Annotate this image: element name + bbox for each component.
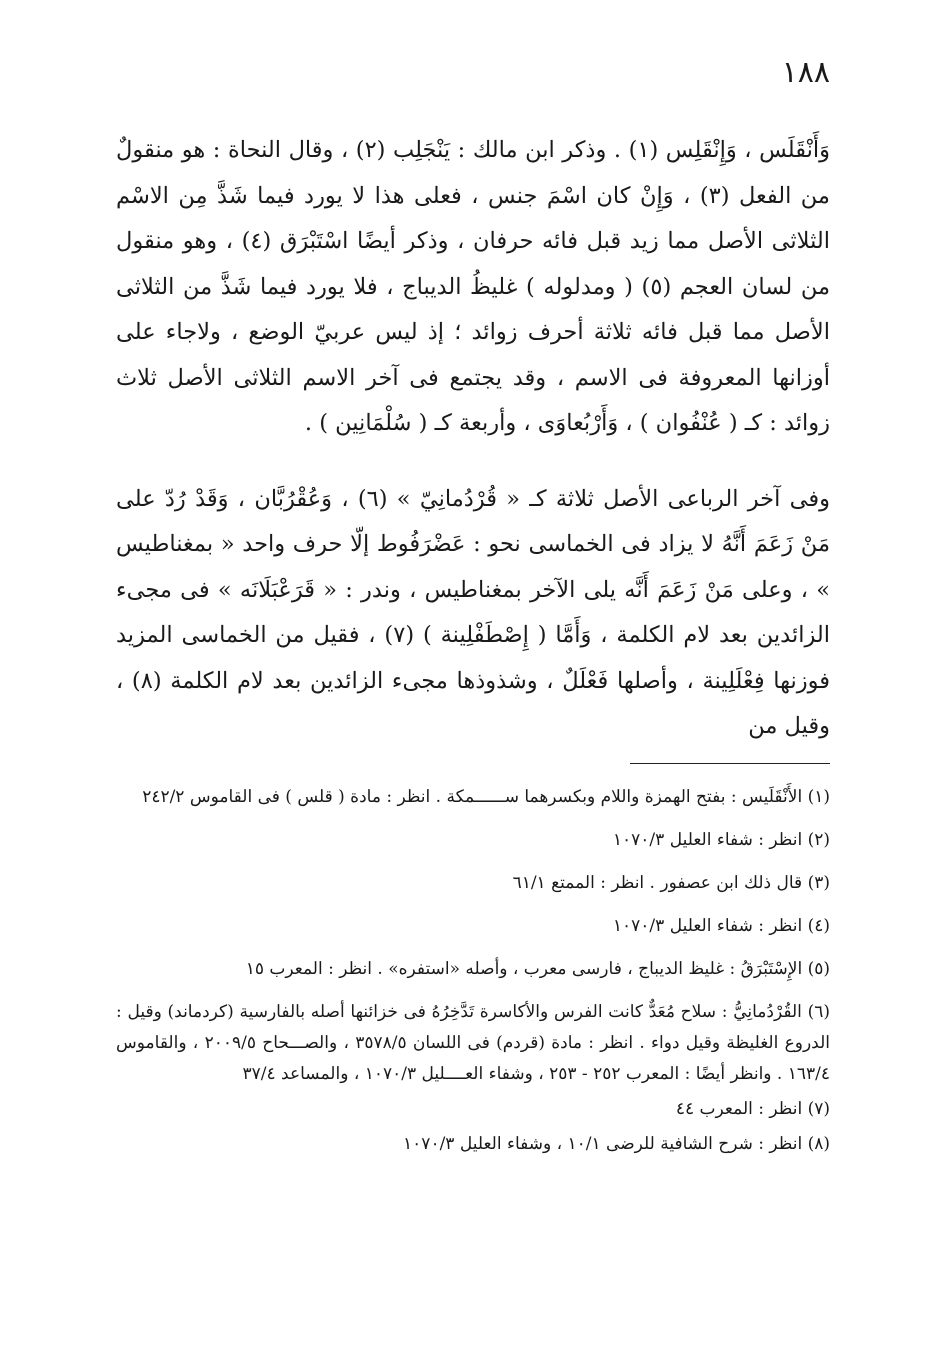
footnote-8: (٨) انظر : شرح الشافية للرضى ١٠/١ ، وشفاء العليل ١٠٧٠/٣ bbox=[403, 1134, 830, 1154]
body-paragraph-2: وفى آخر الرباعى الأصل ثلاثة كـ « قُرْدُمانِيّ » (٦) ، وَعُقْرُبَّان ، وَقَدْ رُدّ على مَنْ زَعَمَ أَنَّهُ لا يزاد فى الخماسى نحو : عَضْرَفُوط إلّا حرف واحد « بمغناطيس » ، وعلى مَنْ زَعَمَ أَنَّه يلى الآخر بمغناطيس ، وندر : « قَرَعْبَلَانَه » فى مجىء الزائدين بعد لام الكلمة ، وَأَمَّا ( إِصْطَفْلِينة ) (٧) ، فقيل من الخماسى المزيد فوزنها فِعْلَلِينة ، وأصلها فَعْلَلٌ ، وشذوذها مجىء الزائدين بعد لام الكلمة (٨) ، وقيل من bbox=[116, 485, 830, 739]
footnotes bbox=[116, 782, 830, 1160]
footnote-5: (٥) الإِسْتَبْرَقُ : غليظ الديباج ، فارسى معرب ، وأصله «استفره» . انظر : المعرب ١٥ bbox=[245, 959, 830, 979]
main-text bbox=[116, 128, 830, 750]
footnote-1: (١) الأَنْقَلَيس : بفتح الهمزة واللام وبكسرهما ســــــمكة . انظر : مادة ( قلس ) فى القاموس ٢٤٢/٢ bbox=[142, 787, 830, 807]
footnote-separator bbox=[630, 763, 830, 764]
footnote-6: (٦) القُرْدُمانِيُّ : سلاح مُعَدٌّ كانت الفرس والأكاسرة تَدَّخِرُهُ فى خزائنها أصله بالفارسية (كردماند) وقيل : الدروع الغليظة وقيل دواء . انظر : مادة (قردم) فى اللسان ٣٥٧٨/٥ ، والصـــحاح ٢٠٠٩/٥ ، والقاموس ١٦٣/٤ . وانظر أيضًا : المعرب ٢٥٢ - ٢٥٣ ، وشفاء العــــليل ١٠٧٠/٣ ، والمساعد ٣٧/٤ bbox=[116, 1002, 830, 1084]
footnote-4: (٤) انظر : شفاء العليل ١٠٧٠/٣ bbox=[612, 916, 830, 936]
page-number: ١٨٨ bbox=[781, 55, 830, 90]
footnote-3: (٣) قال ذلك ابن عصفور . انظر : الممتع ٦١/١ bbox=[512, 873, 830, 893]
footnote-2: (٢) انظر : شفاء العليل ١٠٧٠/٣ bbox=[612, 830, 830, 850]
footnote-7: (٧) انظر : المعرب ٤٤ bbox=[675, 1099, 830, 1119]
body-paragraph-1: وَأَنْقَلَس ، وَإِنْقَلِس (١) . وذكر ابن مالك : يَنْجَلِب (٢) ، وقال النحاة : هو منقولٌ من الفعل (٣) ، وَإِنْ كان اسْمَ جنس ، فعلى هذا لا يورد فيما شَذَّ مِن الاسْم الثلاثى الأصل مما زيد قبل فائه حرفان ، وذكر أيضًا اسْتَبْرَق (٤) ، وهو منقول من لسان العجم (٥) ( ومدلوله ) غليظُ الديباج ، فلا يورد فيما شَذَّ من الثلاثى الأصل مما قبل فائه ثلاثة أحرف زوائد ؛ إذ ليس عربيّ الوضع ، ولاجاء على أوزانها المعروفة فى الاسم ، وقد يجتمع فى آخر الاسم الثلاثى الأصل ثلاث زوائد : كـ ( عُنْفُوان ) ، وَأَرْبُعاوَى ، وأربعة كـ ( سُلْمَانِين ) . bbox=[116, 137, 831, 436]
